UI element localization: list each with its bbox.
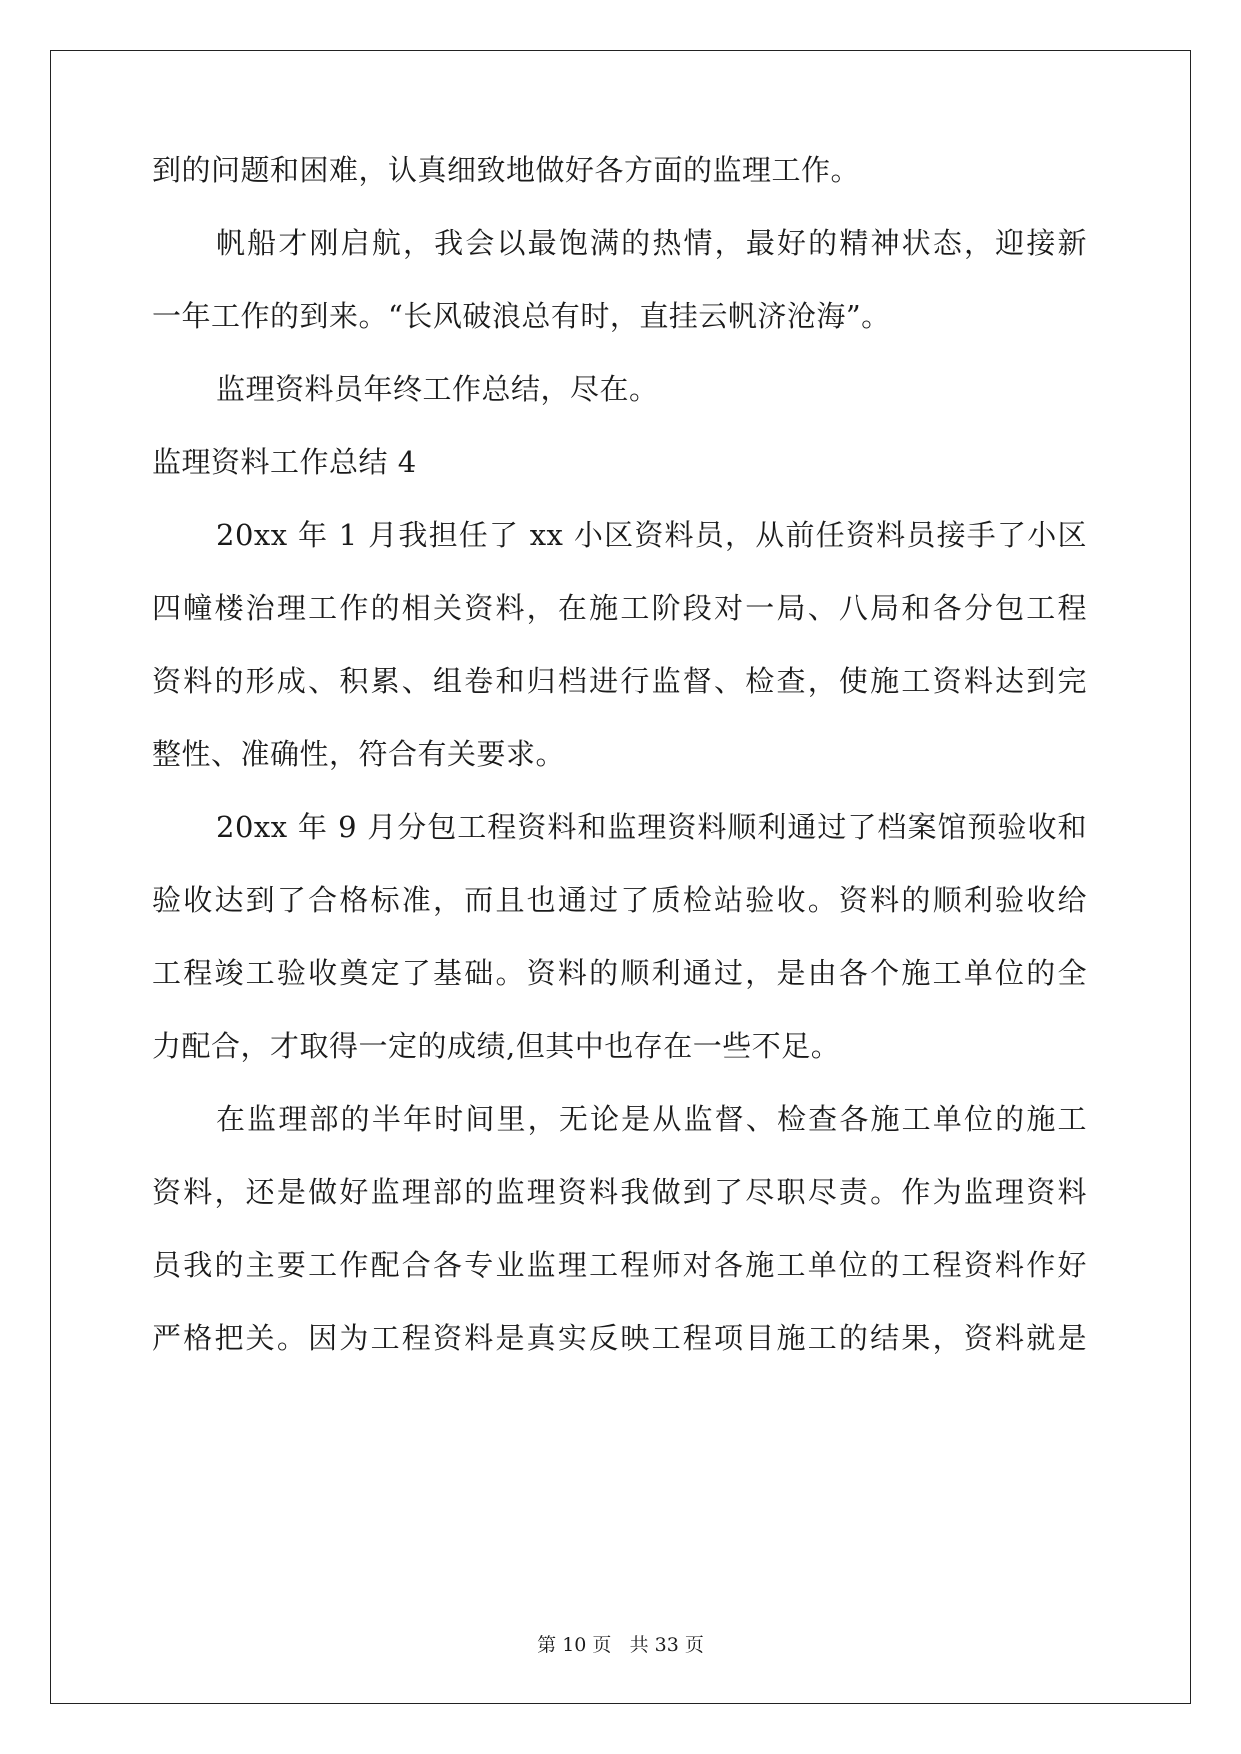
paragraph-line: 监理资料员年终工作总结，尽在。 bbox=[216, 372, 659, 406]
text-line: 工程竣工验收奠定了基础。资料的顺利通过，是由各个施工单位的全 bbox=[152, 956, 1087, 990]
text-line: 整性、准确性，符合有关要求。 bbox=[152, 737, 566, 771]
section-heading: 监理资料工作总结 4 bbox=[152, 445, 417, 479]
page-footer bbox=[0, 1633, 1241, 1657]
text-line: 资料的形成、积累、组卷和归档进行监督、检查，使施工资料达到完 bbox=[152, 664, 1087, 698]
paragraph-line: 20xx 年 1 月我担任了 xx 小区资料员，从前任资料员接手了小区 bbox=[216, 518, 1087, 552]
text-line: 验收达到了合格标准，而且也通过了质检站验收。资料的顺利验收给 bbox=[152, 883, 1087, 917]
text-line: 力配合，才取得一定的成绩,但其中也存在一些不足。 bbox=[152, 1029, 841, 1063]
page-number: 第 10 页 bbox=[537, 1634, 612, 1656]
page-total: 共 33 页 bbox=[629, 1634, 704, 1656]
text-line: 资料，还是做好监理部的监理资料我做到了尽职尽责。作为监理资料 bbox=[152, 1175, 1087, 1209]
text-line: 严格把关。因为工程资料是真实反映工程项目施工的结果，资料就是 bbox=[152, 1321, 1087, 1355]
paragraph-line: 20xx 年 9 月分包工程资料和监理资料顺利通过了档案馆预验收和 bbox=[216, 810, 1087, 844]
paragraph-line: 在监理部的半年时间里，无论是从监督、检查各施工单位的施工 bbox=[216, 1102, 1087, 1136]
text-line: 一年工作的到来。“长风破浪总有时，直挂云帆济沧海”。 bbox=[152, 299, 891, 333]
text-line: 到的问题和困难，认真细致地做好各方面的监理工作。 bbox=[152, 153, 861, 187]
paragraph-line: 帆船才刚启航，我会以最饱满的热情，最好的精神状态，迎接新 bbox=[216, 226, 1087, 260]
text-line: 四幢楼治理工作的相关资料，在施工阶段对一局、八局和各分包工程 bbox=[152, 591, 1087, 625]
text-line: 员我的主要工作配合各专业监理工程师对各施工单位的工程资料作好 bbox=[152, 1248, 1087, 1282]
